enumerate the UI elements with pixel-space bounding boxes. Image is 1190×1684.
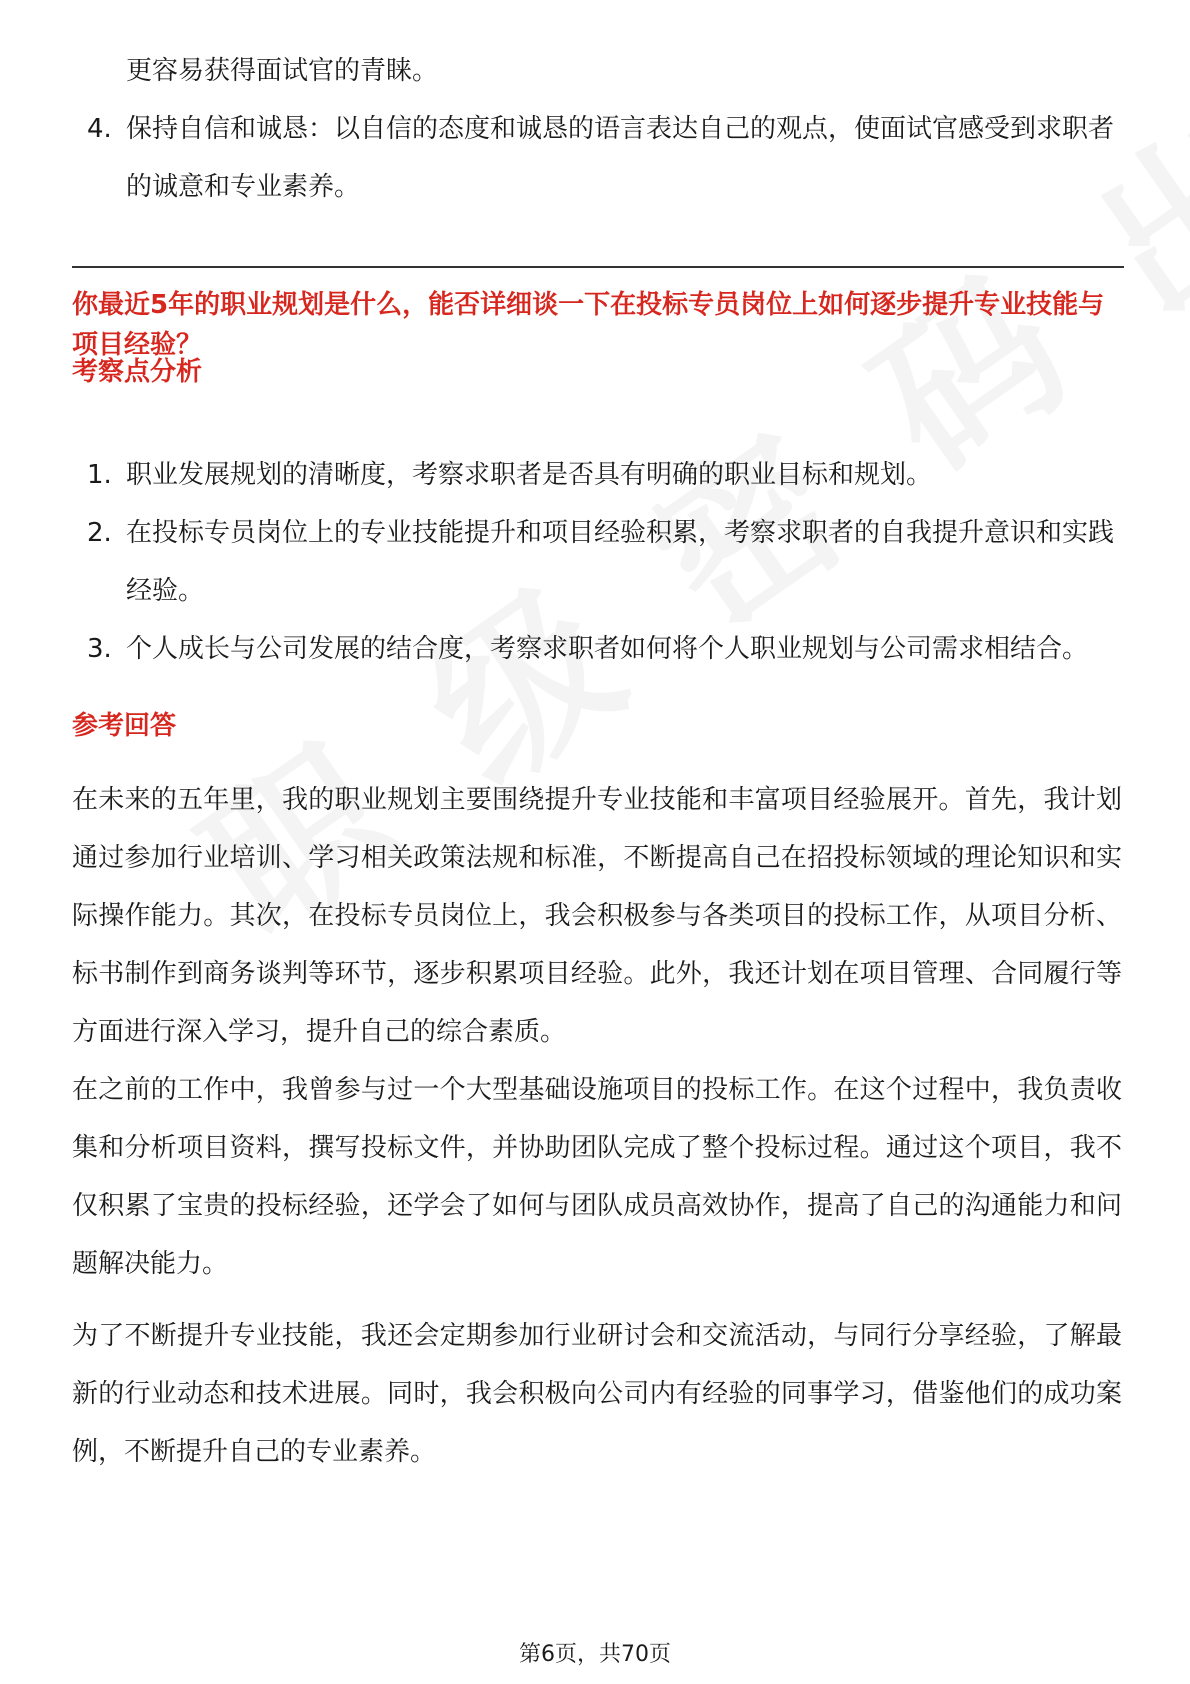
page-footer: 第6页，共70页 bbox=[519, 1642, 671, 1667]
list-item bbox=[72, 504, 1122, 620]
list-continuation-text: 更容易获得面试官的青睐。 bbox=[126, 56, 439, 86]
list-number: 1. bbox=[87, 460, 112, 490]
answer-paragraph: 在之前的工作中，我曾参与过一个大型基础设施项目的投标工作。在这个过程中，我负责收集和分析项目资料，撰写投标文件，并协助团队完成了整个投标过程。通过这个项目，我不仅积累了宝贵的投标经验，还学会了如何与团队成员高效协作，提高了自己的沟通能力和问题解决能力。 bbox=[72, 1075, 1122, 1279]
question-heading: 你最近5年的职业规划是什么，能否详细谈一下在投标专员岗位上如何逐步提升专业技能与项目经验？ bbox=[72, 290, 1105, 360]
list-item-text: 保持自信和诚恳：以自信的态度和诚恳的语言表达自己的观点，使面试官感受到求职者的诚意和专业素养。 bbox=[126, 114, 1115, 202]
analysis-list bbox=[72, 446, 1122, 678]
answer-title: 参考回答 bbox=[72, 711, 177, 741]
answer-paragraph: 在未来的五年里，我的职业规划主要围绕提升专业技能和丰富项目经验展开。首先，我计划通过参加行业培训、学习相关政策法规和标准，不断提高自己在招投标领域的理论知识和实际操作能力。其次，在投标专员岗位上，我会积极参与各类项目的投标工作，从项目分析、标书制作到商务谈判等环节，逐步积累项目经验。此外，我还计划在项目管理、合同履行等方面进行深入学习，提升自己的综合素质。 bbox=[72, 785, 1122, 1047]
list-item bbox=[72, 446, 1122, 504]
list-number: 3. bbox=[87, 634, 112, 664]
list-item-text: 个人成长与公司发展的结合度，考察求职者如何将个人职业规划与公司需求相结合。 bbox=[126, 634, 1089, 664]
answer-paragraph: 为了不断提升专业技能，我还会定期参加行业研讨会和交流活动，与同行分享经验，了解最新的行业动态和技术进展。同时，我会积极向公司内有经验的同事学习，借鉴他们的成功案例，不断提升自己的专业素养。 bbox=[72, 1321, 1122, 1467]
list-item-text: 职业发展规划的清晰度，考察求职者是否具有明确的职业目标和规划。 bbox=[126, 460, 933, 490]
list-item-text: 在投标专员岗位上的专业技能提升和项目经验积累，考察求职者的自我提升意识和实践经验。 bbox=[126, 518, 1115, 606]
section-divider bbox=[72, 266, 1124, 268]
list-number: 2. bbox=[87, 518, 112, 548]
list-item bbox=[72, 100, 1122, 216]
analysis-title: 考察点分析 bbox=[72, 357, 203, 387]
list-item bbox=[72, 620, 1122, 678]
list-number: 4. bbox=[87, 114, 112, 144]
previous-answer-list bbox=[72, 42, 1122, 216]
